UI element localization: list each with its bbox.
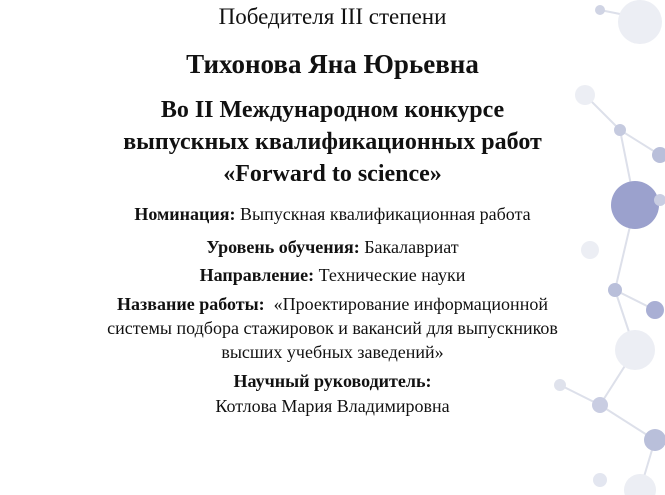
study-level-value: Бакалавриат bbox=[359, 237, 459, 257]
work-title-value-line-2: системы подбора стажировок и вакансий для выпускников bbox=[107, 318, 558, 338]
work-title-label: Название работы: bbox=[117, 294, 265, 314]
nomination-row bbox=[0, 202, 665, 226]
direction-value: Технические науки bbox=[314, 265, 466, 285]
work-title-row bbox=[0, 292, 665, 316]
work-title-value-line-3: высших учебных заведений» bbox=[221, 342, 444, 362]
award-degree: Победителя III степени bbox=[218, 4, 447, 29]
study-level-row bbox=[0, 235, 665, 259]
direction-label: Направление: bbox=[199, 265, 315, 285]
contest-title-line-1: Во II Международном конкурсе bbox=[160, 97, 505, 123]
contest-title-line-3: «Forward to science» bbox=[223, 161, 442, 187]
winner-name: Тихонова Яна Юрьевна bbox=[186, 49, 479, 79]
nomination-value: Выпускная квалификационная работа bbox=[235, 204, 531, 224]
work-title-value-line-1: «Проектирование информационной bbox=[264, 294, 548, 314]
nomination-label: Номинация: bbox=[134, 204, 236, 224]
study-level-label: Уровень обучения: bbox=[206, 237, 360, 257]
supervisor-label: Научный руководитель: bbox=[233, 371, 432, 391]
supervisor-name: Котлова Мария Владимировна bbox=[215, 396, 450, 416]
contest-title-line-2: выпускных квалификационных работ bbox=[123, 129, 542, 155]
direction-row bbox=[0, 263, 665, 287]
